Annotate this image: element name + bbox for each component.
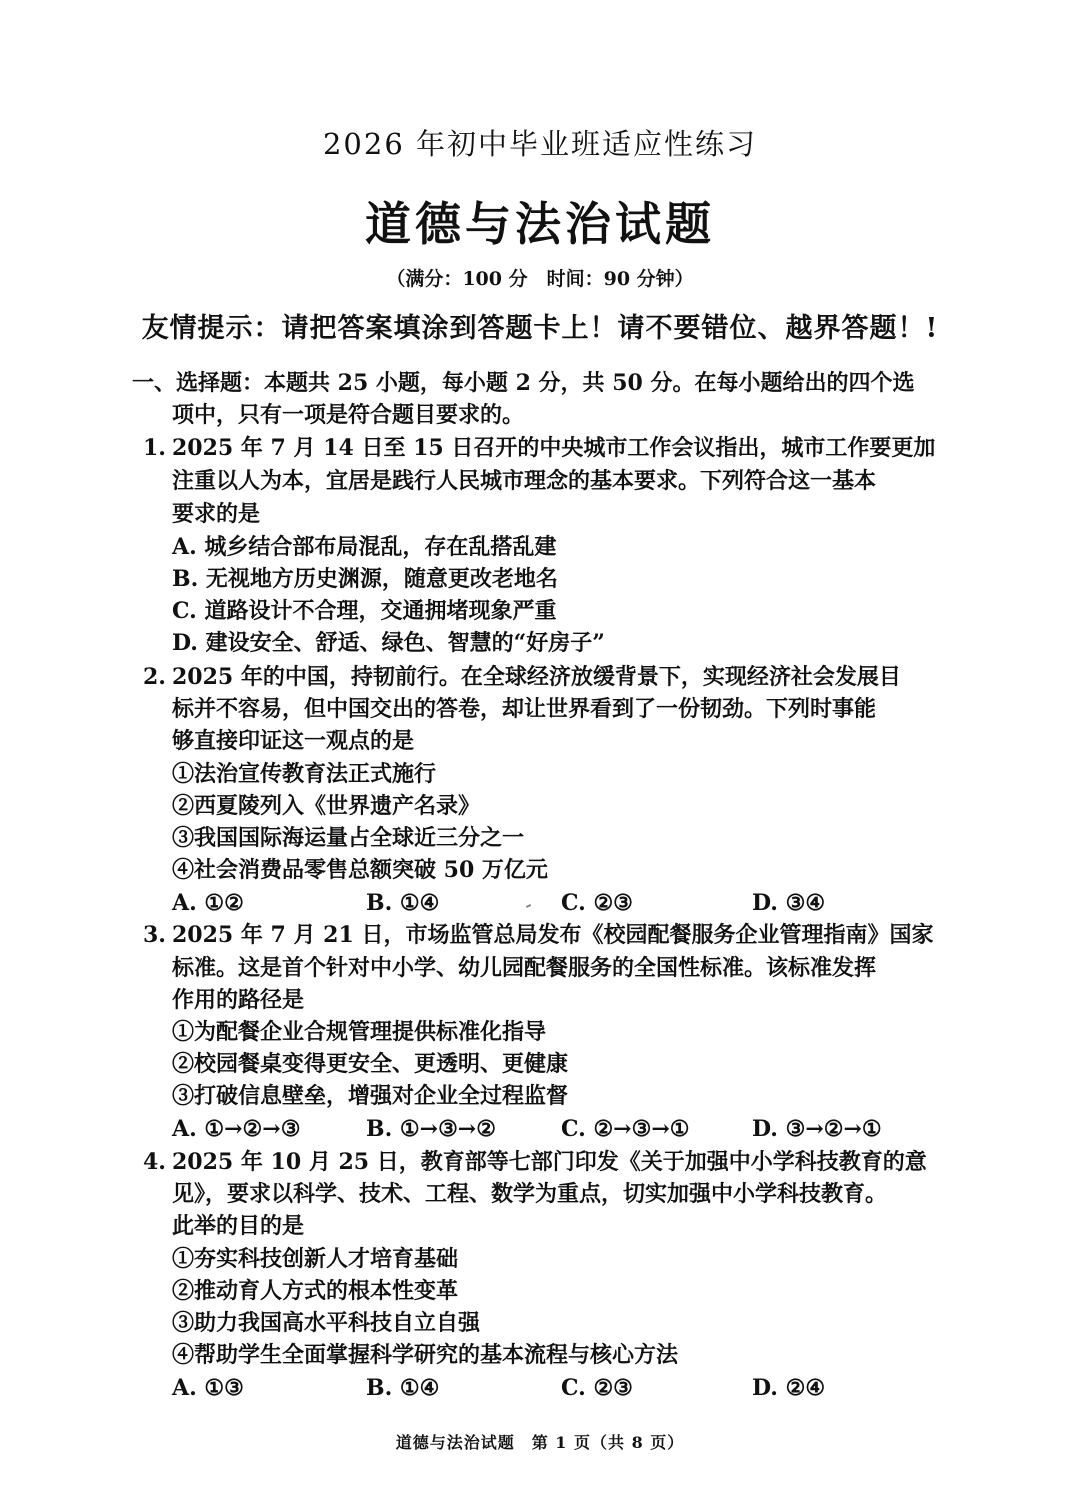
q2-number: 2. (143, 664, 166, 690)
q2-stem-line: 够直接印证这一观点的是 (172, 728, 415, 754)
q2-item: ④社会消费品零售总额突破 50 万亿元 (172, 857, 548, 883)
q2-choice-b: B. ①④ (366, 890, 440, 916)
q2-choice-a: A. ①② (172, 890, 244, 916)
q2-choice-d: D. ③④ (752, 890, 826, 916)
q1-option-a: A. 城乡结合部布局混乱，存在乱搭乱建 (172, 534, 557, 560)
q3-choice-a: A. ①→②→③ (172, 1116, 301, 1142)
q4-item: ②推动育人方式的根本性变革 (172, 1278, 459, 1304)
exam-tip: 友情提示：请把答案填涂到答题卡上！请不要错位、越界答题！! (141, 313, 939, 344)
q2-item: ①法治宣传教育法正式施行 (172, 761, 437, 787)
q1-option-d: D. 建设安全、舒适、绿色、智慧的“好房子” (172, 630, 605, 656)
page-footer: 道德与法治试题 第 1 页（共 8 页） (395, 1433, 685, 1452)
q3-choice-b: B. ①→③→② (366, 1116, 496, 1142)
q1-option-c: C. 道路设计不合理，交通拥堵现象严重 (172, 598, 557, 624)
q1-stem-line: 要求的是 (172, 501, 261, 527)
exam-title: 道德与法治试题 (365, 197, 715, 251)
q4-item: ③助力我国高水平科技自立自强 (172, 1310, 481, 1336)
exam-meta: （满分：100 分 时间：90 分钟） (386, 268, 694, 290)
section-heading: 一、选择题：本题共 25 小题，每小题 2 分，共 50 分。在每小题给出的四个选 (132, 370, 915, 396)
q3-choice-d: D. ③→②→① (752, 1116, 882, 1142)
q2-item: ③我国国际海运量占全球近三分之一 (172, 825, 525, 851)
q1-number: 1. (143, 435, 166, 461)
q3-stem-line: 2025 年 7 月 21 日，市场监管总局发布《校园配餐服务企业管理指南》国家 (172, 922, 934, 948)
q4-stem-line: 此举的目的是 (172, 1213, 305, 1239)
q3-stem-line: 标准。这是首个针对中小学、幼儿园配餐服务的全国性标准。该标准发挥 (172, 955, 877, 981)
q2-stem-line: 2025 年的中国，持韧前行。在全球经济放缓背景下，实现经济社会发展目 (172, 664, 901, 690)
q4-item: ④帮助学生全面掌握科学研究的基本流程与核心方法 (172, 1342, 679, 1368)
q3-item: ③打破信息壁垒，增强对企业全过程监督 (172, 1083, 569, 1109)
q4-choice-a: A. ①③ (172, 1375, 244, 1401)
q1-option-b: B. 无视地方历史渊源，随意更改老地名 (172, 566, 558, 592)
q2-stem-line: 标并不容易，但中国交出的答卷，却让世界看到了一份韧劲。下列时事能 (172, 696, 877, 722)
q1-stem-line: 2025 年 7 月 14 日至 15 日召开的中央城市工作会议指出，城市工作要更加 (172, 435, 936, 461)
q4-number: 4. (143, 1149, 166, 1175)
q3-item: ②校园餐桌变得更安全、更透明、更健康 (172, 1051, 569, 1077)
exam-subtitle: 2026 年初中毕业班适应性练习 (322, 127, 758, 161)
q3-number: 3. (143, 922, 166, 948)
q4-choice-c: C. ②③ (561, 1375, 633, 1401)
q4-choice-d: D. ②④ (752, 1375, 826, 1401)
section-heading-cont: 项中，只有一项是符合题目要求的。 (172, 402, 525, 428)
q4-choice-b: B. ①④ (366, 1375, 440, 1401)
q3-stem-line: 作用的路径是 (172, 987, 305, 1013)
q1-stem-line: 注重以人为本，宜居是践行人民城市理念的基本要求。下列符合这一基本 (172, 468, 877, 494)
q4-stem-line: 见》，要求以科学、技术、工程、数学为重点，切实加强中小学科技教育。 (172, 1181, 888, 1207)
q4-item: ①夯实科技创新人才培育基础 (172, 1246, 459, 1272)
q2-item: ②西夏陵列入《世界遗产名录》 (172, 793, 481, 819)
q3-item: ①为配餐企业合规管理提供标准化指导 (172, 1019, 547, 1045)
q4-stem-line: 2025 年 10 月 25 日，教育部等七部门印发《关于加强中小学科技教育的意 (172, 1149, 927, 1175)
scan-speck (526, 904, 531, 908)
q2-choice-c: C. ②③ (561, 890, 633, 916)
q3-choice-c: C. ②→③→① (561, 1116, 690, 1142)
